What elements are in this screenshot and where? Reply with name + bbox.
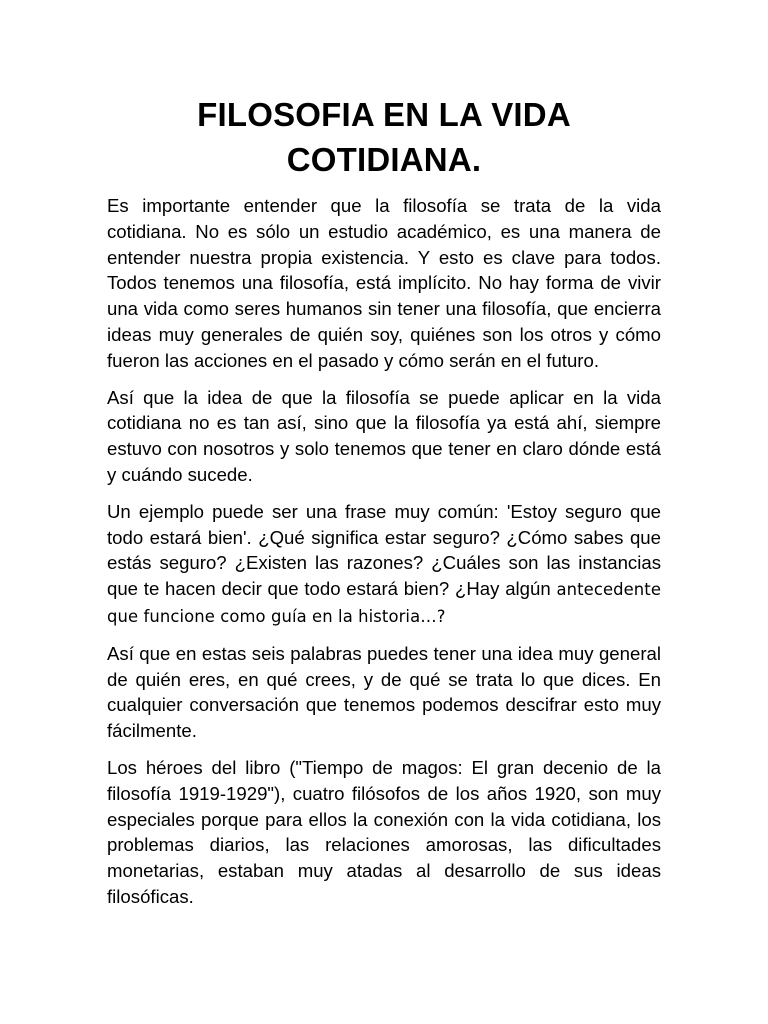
paragraph-3 — [107, 499, 661, 630]
paragraph-2: Así que la idea de que la filosofía se puede aplicar en la vida cotidiana no es tan así, sino que la filosofía ya está ahí, siempre estuvo con nosotros y solo tenemos que tener en claro dónde está y cuándo sucede. — [107, 386, 661, 485]
paragraph-1: Es importante entender que la filosofía se trata de la vida cotidiana. No es sólo un estudio académico, es una manera de entender nuestra propia existencia. Y esto es clave para todos. Todos tenemos una filosofía, está implícito. No hay forma de vivir una vida como seres humanos sin tener una filosofía, que encierra ideas muy generales de quién soy, quiénes son los otros y cómo fueron las acciones en el pasado y cómo serán en el futuro. — [107, 195, 661, 371]
document-body — [107, 193, 661, 910]
document-title — [107, 92, 661, 182]
title-line-1: FILOSOFIA EN LA VIDA — [197, 96, 571, 133]
document-page — [107, 92, 661, 921]
title-line-2: COTIDIANA. — [286, 141, 482, 178]
paragraph-3-tail: antecedente que funcione como guía en la historia…? — [107, 580, 662, 626]
paragraph-4: Así que en estas seis palabras puedes tener una idea muy general de quién eres, en qué crees, y de qué se trata lo que dices. En cualquier conversación que tenemos podemos descifrar esto muy fácilmente. — [107, 642, 661, 742]
paragraph-5: Los héroes del libro ("Tiempo de magos: El gran decenio de la filosofía 1919-1929"), cuatro filósofos de los años 1920, son muy especiales porque para ellos la conexión con la vida cotidiana, los problemas diarios, las relaciones amorosas, las dificultades monetarias, estaban muy atadas al desarrollo de sus ideas filosóficas. — [107, 756, 661, 907]
paragraph-3-text: Un ejemplo puede ser una frase muy común: 'Estoy seguro que todo estará bien'. ¿Qué significa estar seguro? ¿Cómo sabes que estás seguro? ¿Existen las razones? ¿Cuáles son las instancias que te hacen decir que todo estará bien? ¿Hay algún — [107, 500, 661, 600]
